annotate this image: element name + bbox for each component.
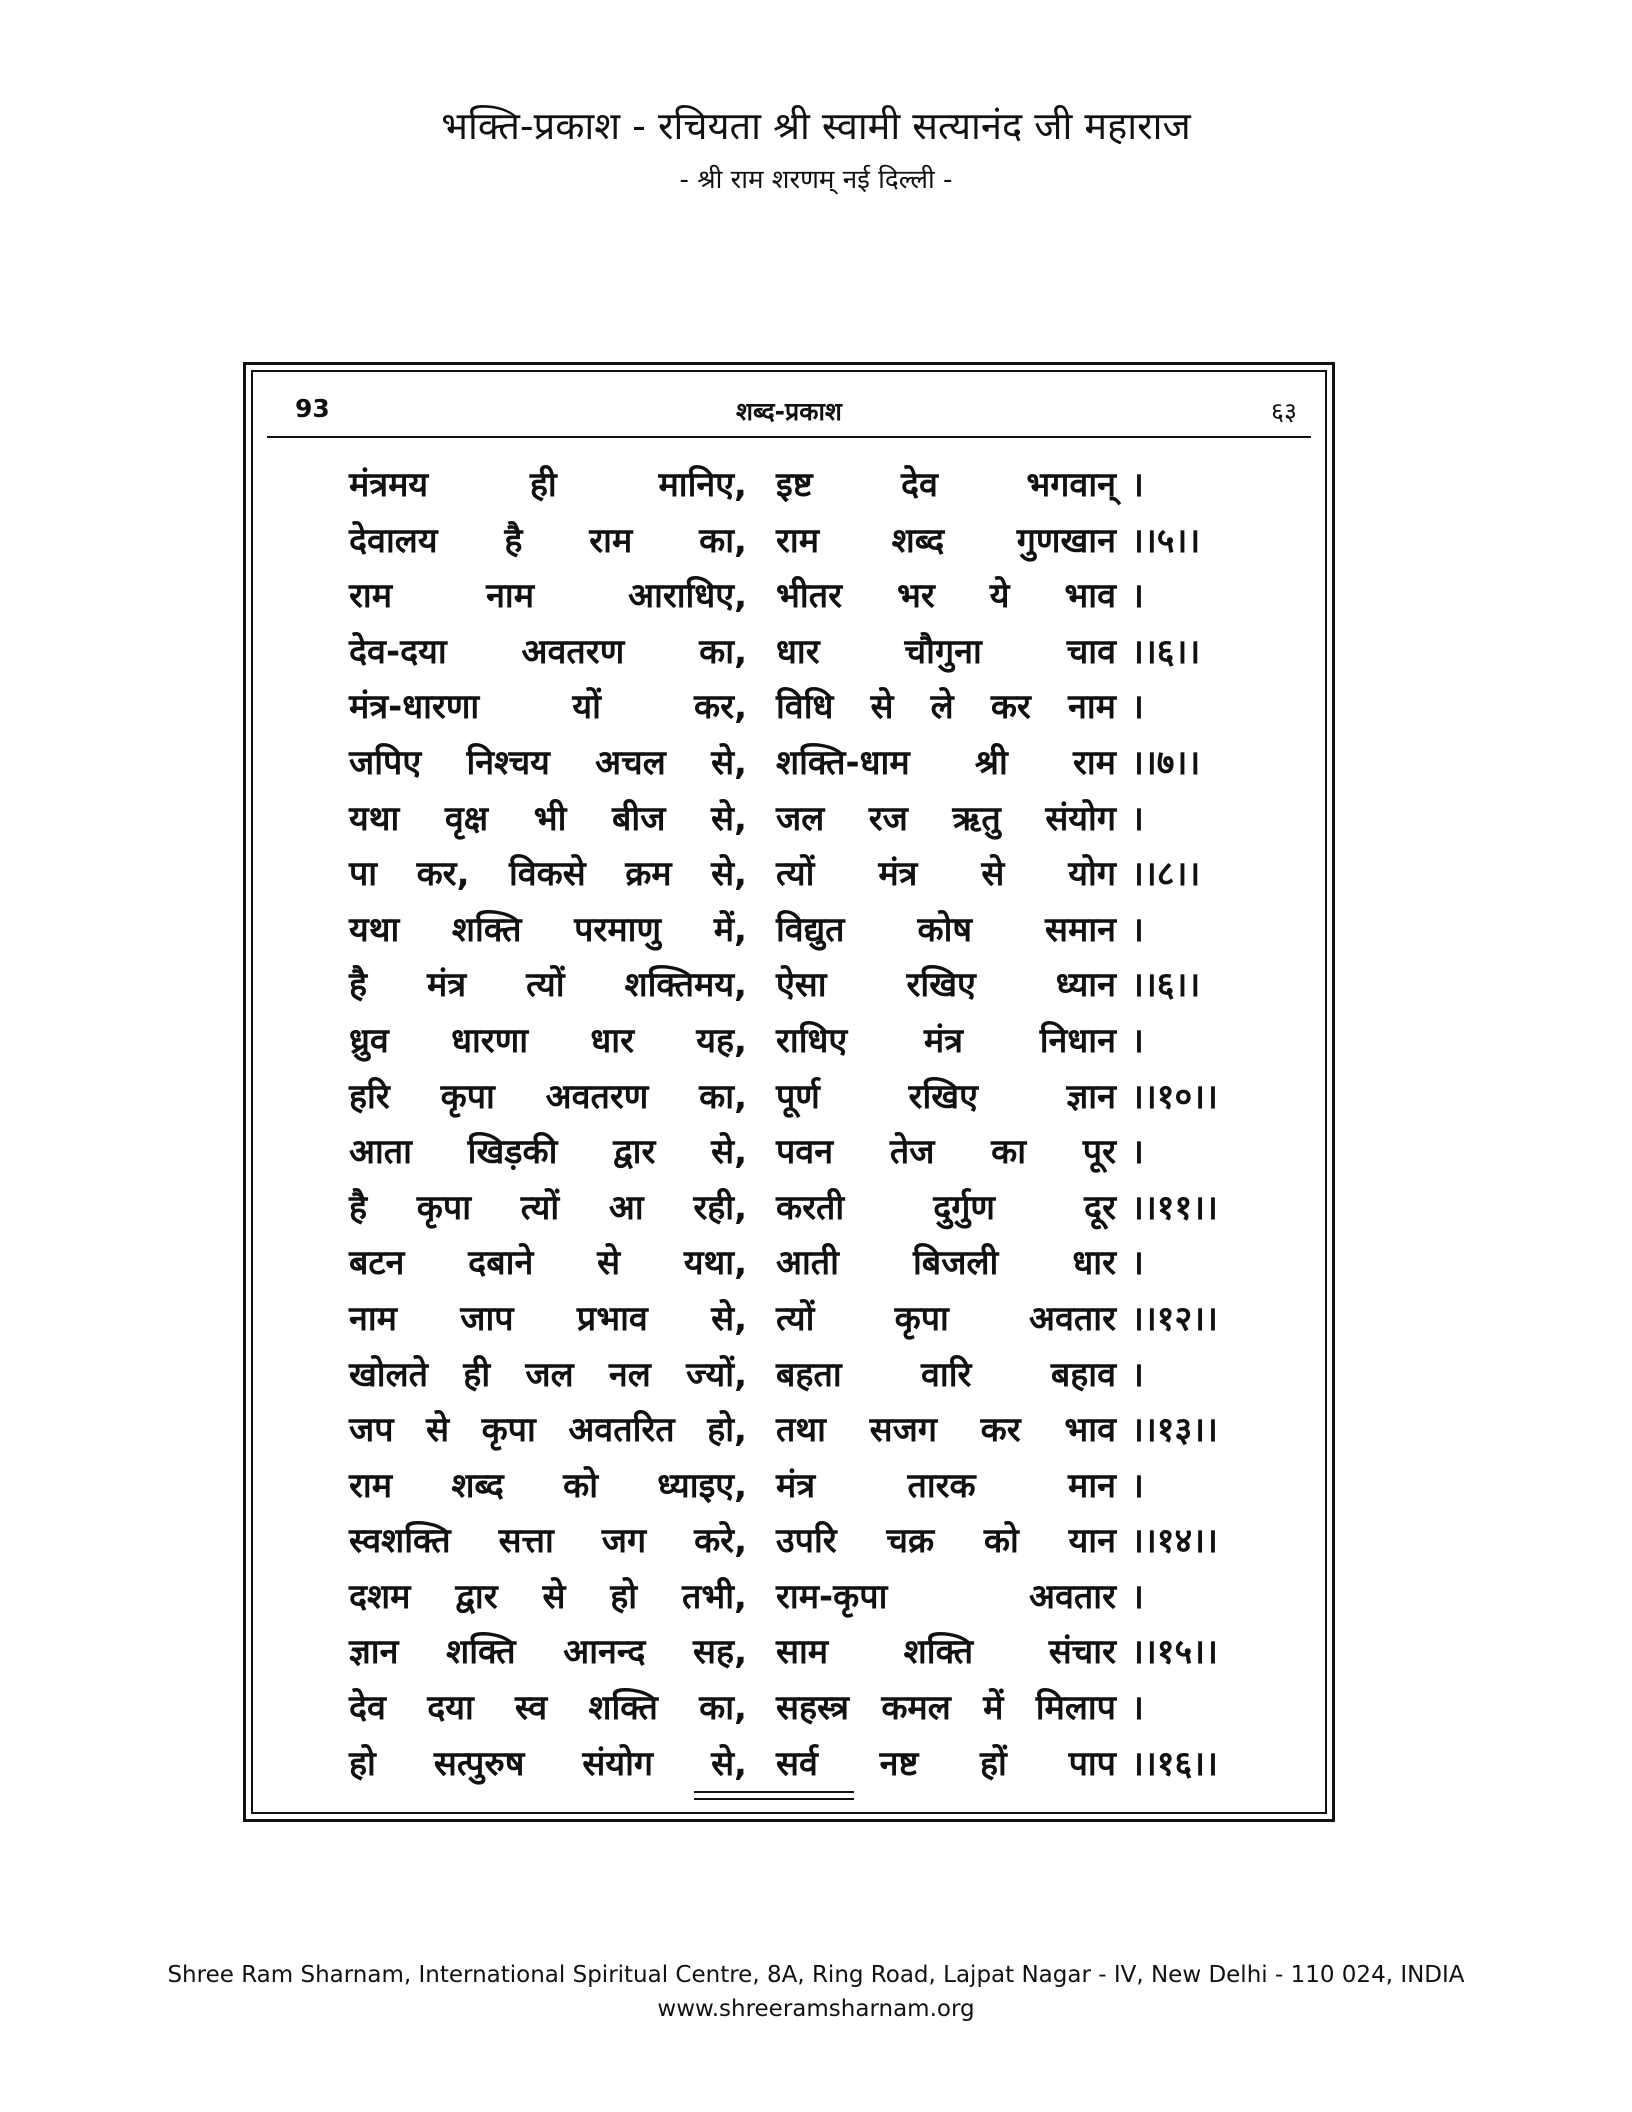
- verse-word: बीज: [612, 798, 666, 839]
- verse-word: चाव: [1066, 631, 1116, 672]
- page-frame: [243, 362, 1335, 1822]
- verse-word: से,: [711, 742, 747, 783]
- verse-word: निधान: [1039, 1020, 1116, 1061]
- verse-word: दुर्गुण: [933, 1187, 996, 1228]
- verse-half-b: [776, 1183, 1116, 1229]
- verse-word: सत्पुरुष: [433, 1743, 525, 1784]
- verse-word: यह,: [696, 1020, 747, 1061]
- verse-half-a: [349, 738, 747, 784]
- verse-half-b: [776, 460, 1116, 506]
- verse-line: [349, 1739, 1249, 1795]
- verse-end-mark: ।: [1131, 1243, 1144, 1284]
- verse-word: यान: [1068, 1521, 1116, 1562]
- verse-word: निश्चय: [466, 742, 550, 783]
- verse-word: शक्ति-धाम: [776, 742, 910, 783]
- verse-half-b: [776, 738, 1116, 784]
- verse-word: शक्ति: [451, 909, 522, 950]
- verse-half-b: [776, 794, 1116, 840]
- page-header: [267, 394, 1311, 434]
- verse-end-mark: ।।८।।: [1131, 854, 1201, 895]
- verse-word: हो,: [707, 1410, 747, 1451]
- verse-word: अवतार: [1029, 1298, 1116, 1339]
- verse-word: विद्युत: [776, 909, 845, 950]
- footer-address: Shree Ram Sharnam, International Spiritual Centre, 8A, Ring Road, Lajpat Nagar - IV, New Delhi - 110 024, INDIA: [167, 1962, 1465, 1988]
- verse-line: [349, 1683, 1249, 1739]
- verse-word: में: [983, 1688, 1004, 1729]
- verse-half-b: [776, 1516, 1116, 1562]
- verse-word: धार: [1072, 1243, 1116, 1284]
- chapter-title: शब्द-प्रकाश: [736, 397, 842, 426]
- verse-word: मान: [1067, 1465, 1116, 1506]
- verse-word: देव-दया: [349, 631, 447, 672]
- verse-word: रज: [868, 798, 908, 839]
- verse-half-b: [776, 1461, 1116, 1507]
- verse-half-a: [349, 960, 747, 1006]
- verse-word: मंत्र: [427, 965, 467, 1006]
- verse-end-mark: ।: [1131, 1576, 1144, 1617]
- verse-word: राम: [1072, 742, 1116, 783]
- verse-word: आता: [349, 1132, 412, 1173]
- verse-word: धार: [590, 1020, 634, 1061]
- verse-word: कृपा: [416, 1187, 472, 1228]
- verse-half-b: [776, 571, 1116, 617]
- verse-half-b: [776, 516, 1116, 562]
- verse-word: संचार: [1048, 1632, 1116, 1673]
- verse-word: समान: [1045, 909, 1116, 950]
- verse-word: संयोग: [1045, 798, 1116, 839]
- verse-half-b: [776, 1127, 1116, 1173]
- verse-half-a: [349, 682, 747, 728]
- verse-end-mark: ।: [1131, 1688, 1144, 1729]
- verse-line: [349, 1183, 1249, 1239]
- verse-word: ही: [529, 465, 557, 505]
- verse-word: यथा: [349, 909, 400, 950]
- verse-word: अचल: [595, 742, 666, 783]
- verse-half-b: [776, 1405, 1116, 1451]
- verse-end-mark: ।।११।।: [1131, 1187, 1218, 1228]
- verse-word: तभी,: [681, 1576, 747, 1617]
- verse-word: भगवान्: [1026, 465, 1116, 505]
- verse-word: मंत्र: [776, 1465, 816, 1506]
- verse-word: है: [504, 520, 523, 561]
- verse-word: खोलते: [349, 1354, 429, 1395]
- verse-line: [349, 905, 1249, 961]
- verse-word: नाम: [486, 576, 535, 617]
- verse-half-a: [349, 1238, 747, 1284]
- verse-line: [349, 1072, 1249, 1128]
- verse-line: [349, 738, 1249, 794]
- verse-word: से: [426, 1410, 450, 1451]
- verse-word: दबाने: [468, 1243, 534, 1284]
- verse-half-b: [776, 1627, 1116, 1673]
- verse-word: बटन: [349, 1243, 405, 1284]
- verse-word: ज्ञान: [349, 1632, 399, 1673]
- verse-word: त्यों: [776, 1298, 815, 1339]
- verse-word: यथा,: [683, 1243, 747, 1284]
- verse-word: सह,: [693, 1632, 747, 1673]
- verse-word: भर: [896, 576, 935, 617]
- verse-word: मानिए,: [658, 465, 747, 505]
- verse-word: अवतरण: [521, 631, 625, 672]
- verse-half-a: [349, 1572, 747, 1618]
- verse-half-b: [776, 1572, 1116, 1618]
- verse-half-a: [349, 1183, 747, 1229]
- verse-word: से,: [711, 1298, 747, 1339]
- verse-word: पूर: [1082, 1132, 1116, 1173]
- page-number-left: 93: [295, 394, 330, 423]
- verse-word: ध्याइए,: [657, 1465, 747, 1506]
- verse-word: में,: [713, 909, 747, 950]
- verse-word: श्री: [974, 742, 1008, 783]
- verse-word: ये: [989, 576, 1010, 617]
- verse-line: [349, 1461, 1249, 1517]
- verse-line: [349, 1405, 1249, 1461]
- verse-half-a: [349, 794, 747, 840]
- verse-half-a: [349, 1016, 747, 1062]
- verse-end-mark: ।।१५।।: [1131, 1632, 1218, 1673]
- verse-line: [349, 1572, 1249, 1628]
- verse-word: शक्ति: [446, 1632, 516, 1673]
- verse-line: [349, 516, 1249, 572]
- verse-line: [349, 1627, 1249, 1683]
- verse-word: चौगुना: [904, 631, 982, 672]
- verse-end-mark: ।।६।।: [1131, 631, 1201, 672]
- verse-line: [349, 571, 1249, 627]
- verse-line: [349, 682, 1249, 738]
- verse-end-mark: ।।५।।: [1131, 520, 1201, 561]
- verse-word: का,: [699, 631, 747, 672]
- verse-word: जग: [601, 1521, 647, 1562]
- verse-word: तेज: [889, 1132, 935, 1173]
- verse-word: से: [542, 1576, 566, 1617]
- verse-line: [349, 1294, 1249, 1350]
- verse-word: कोष: [917, 909, 973, 950]
- verse-word: यथा: [349, 798, 400, 839]
- verse-word: आती: [776, 1243, 839, 1284]
- verse-word: शब्द: [891, 520, 945, 561]
- verse-end-mark: ।।१०।।: [1131, 1076, 1218, 1117]
- verse-list: [349, 460, 1249, 1794]
- verse-word: योग: [1068, 854, 1116, 895]
- verse-word: नल: [608, 1354, 651, 1395]
- verse-word: कृपा: [440, 1076, 495, 1117]
- verse-word: है: [349, 1187, 368, 1228]
- verse-word: पूर्ण: [776, 1076, 820, 1117]
- verse-half-b: [776, 1016, 1116, 1062]
- verse-end-mark: ।: [1131, 798, 1144, 839]
- verse-word: द्वार: [613, 1132, 656, 1173]
- verse-word: धारणा: [451, 1020, 529, 1061]
- verse-half-b: [776, 1350, 1116, 1396]
- verse-word: क्रम: [625, 854, 672, 895]
- verse-word: का,: [699, 1688, 747, 1729]
- verse-end-mark: ।।१३।।: [1131, 1410, 1218, 1451]
- verse-word: अवतरित: [568, 1410, 675, 1451]
- header-rule: [267, 436, 1311, 438]
- verse-word: नाम: [349, 1298, 398, 1339]
- verse-word: दूर: [1084, 1187, 1116, 1228]
- verse-half-a: [349, 1405, 747, 1451]
- verse-word: राम: [776, 520, 820, 561]
- verse-word: ध्यान: [1055, 965, 1116, 1006]
- verse-end-mark: ।: [1131, 687, 1144, 728]
- verse-word: सर्व: [776, 1743, 818, 1784]
- verse-line: [349, 849, 1249, 905]
- page-frame-inner: [251, 370, 1327, 1814]
- verse-line: [349, 1016, 1249, 1072]
- verse-half-b: [776, 682, 1116, 728]
- verse-word: करे,: [694, 1521, 747, 1562]
- verse-word: द्वार: [455, 1576, 498, 1617]
- verse-half-a: [349, 1516, 747, 1562]
- verse-line: [349, 1127, 1249, 1183]
- verse-word: इष्ट: [776, 465, 813, 505]
- verse-word: शक्ति: [588, 1688, 658, 1729]
- verse-word: शक्तिमय,: [624, 965, 747, 1006]
- verse-end-mark: ।: [1131, 1020, 1144, 1061]
- verse-word: सहस्त्र: [776, 1688, 850, 1729]
- verse-half-b: [776, 1739, 1116, 1785]
- verse-line: [349, 1238, 1249, 1294]
- footer-website: www.shreeramsharnam.org: [657, 1996, 975, 2022]
- verse-word: खिड़की: [467, 1132, 558, 1173]
- verse-word: से,: [711, 1743, 747, 1784]
- verse-word: भी: [533, 798, 567, 839]
- verse-end-mark: ।।७।।: [1131, 742, 1201, 783]
- verse-word: तथा: [776, 1410, 826, 1451]
- verse-word: से,: [711, 798, 747, 839]
- verse-word: जाप: [460, 1298, 514, 1339]
- verse-word: का: [991, 1132, 1027, 1173]
- verse-word: का,: [699, 1076, 747, 1117]
- verse-half-b: [776, 1238, 1116, 1284]
- verse-word: से,: [711, 854, 747, 895]
- verse-word: स्व: [515, 1688, 548, 1729]
- verse-word: को: [983, 1521, 1019, 1562]
- verse-half-b: [776, 1683, 1116, 1729]
- verse-word: मंत्र-धारणा: [349, 687, 480, 728]
- verse-word: त्यों: [520, 1187, 560, 1228]
- verse-half-b: [776, 627, 1116, 673]
- verse-half-a: [349, 1739, 747, 1785]
- verse-half-a: [349, 1072, 747, 1118]
- verse-half-b: [776, 960, 1116, 1006]
- page-number-right: ६३: [1270, 397, 1297, 426]
- verse-word: पा: [349, 854, 378, 895]
- verse-end-mark: ।।१६।।: [1131, 1743, 1218, 1784]
- verse-word: ऋतु: [952, 798, 1001, 839]
- footer: [0, 1958, 1632, 2026]
- verse-half-a: [349, 1127, 747, 1173]
- verse-word: है: [349, 965, 368, 1006]
- verse-half-a: [349, 460, 747, 506]
- verse-half-b: [776, 1072, 1116, 1118]
- verse-word: विकसे: [508, 854, 586, 895]
- verse-word: साम: [776, 1632, 829, 1673]
- verse-word: पवन: [776, 1132, 834, 1173]
- verse-half-a: [349, 849, 747, 895]
- verse-end-mark: ।: [1131, 1465, 1144, 1506]
- verse-word: जपिए: [349, 742, 422, 783]
- verse-half-a: [349, 571, 747, 617]
- verse-word: राम: [589, 520, 633, 561]
- verse-word: मंत्र: [878, 854, 918, 895]
- verse-word: गुणखान: [1016, 520, 1116, 561]
- verse-word: से: [870, 687, 894, 728]
- verse-word: राम-कृपा: [776, 1576, 888, 1617]
- verse-word: वृक्ष: [444, 798, 489, 839]
- verse-word: राम: [349, 576, 393, 617]
- verse-word: रही,: [693, 1187, 747, 1228]
- verse-word: उपरि: [776, 1521, 837, 1562]
- verse-half-a: [349, 1627, 747, 1673]
- verse-word: देव: [349, 1688, 386, 1729]
- verse-word: राम: [349, 1465, 393, 1506]
- verse-word: विधि: [776, 687, 834, 728]
- verse-word: कृपा: [894, 1298, 949, 1339]
- verse-word: आ: [608, 1187, 644, 1228]
- verse-half-a: [349, 1683, 747, 1729]
- verse-word: आराधिए,: [628, 576, 747, 617]
- verse-half-a: [349, 627, 747, 673]
- verse-word: कर: [990, 687, 1031, 728]
- document-title: भक्ति-प्रकाश - रचियता श्री स्वामी सत्यानंद जी महाराज: [441, 104, 1191, 148]
- verse-line: [349, 460, 1249, 516]
- verse-word: भाव: [1064, 576, 1116, 617]
- verse-word: ज्यों,: [686, 1354, 747, 1395]
- verse-half-b: [776, 849, 1116, 895]
- verse-half-b: [776, 1294, 1116, 1340]
- verse-word: भाव: [1064, 1410, 1116, 1451]
- verse-word: सत्ता: [498, 1521, 554, 1562]
- verse-word: यों: [572, 687, 601, 728]
- verse-word: देव: [900, 465, 938, 505]
- verse-word: कर,: [694, 687, 747, 728]
- verse-word: धार: [776, 631, 820, 672]
- verse-half-a: [349, 1294, 747, 1340]
- verse-word: हरि: [349, 1076, 390, 1117]
- verse-word: बहाव: [1050, 1354, 1116, 1395]
- verse-end-mark: ।: [1131, 465, 1144, 505]
- verse-word: जल: [525, 1354, 574, 1395]
- verse-word: आनन्द: [563, 1632, 646, 1673]
- verse-word: राधिए: [776, 1020, 848, 1061]
- verse-word: मंत्र: [923, 1020, 964, 1061]
- verse-word: करती: [776, 1187, 845, 1228]
- verse-word: चक्र: [886, 1521, 935, 1562]
- verse-word: का,: [699, 520, 747, 561]
- verse-word: भीतर: [776, 576, 842, 617]
- verse-half-a: [349, 1461, 747, 1507]
- verse-end-mark: ।।६।।: [1131, 965, 1201, 1006]
- verse-word: तारक: [907, 1465, 976, 1506]
- verse-word: प्रभाव: [576, 1298, 648, 1339]
- verse-word: हों: [980, 1743, 1007, 1784]
- verse-line: [349, 960, 1249, 1016]
- verse-word: नष्ट: [879, 1743, 919, 1784]
- verse-word: अवतरण: [545, 1076, 649, 1117]
- verse-word: बहता: [776, 1354, 842, 1395]
- verse-word: रखिए: [908, 1076, 978, 1117]
- verse-word: ऐसा: [776, 965, 827, 1006]
- verse-word: से,: [711, 1132, 747, 1173]
- verse-word: ध्रुव: [349, 1020, 389, 1061]
- verse-word: ज्ञान: [1066, 1076, 1116, 1117]
- verse-word: ही: [463, 1354, 491, 1395]
- verse-end-mark: ।: [1131, 1132, 1144, 1173]
- verse-word: कमल: [881, 1688, 951, 1729]
- verse-word: कृपा: [481, 1410, 536, 1451]
- verse-word: बिजली: [913, 1243, 999, 1284]
- verse-word: कर: [980, 1410, 1021, 1451]
- verse-line: [349, 627, 1249, 683]
- verse-word: हो: [349, 1743, 376, 1784]
- verse-word: को: [563, 1465, 598, 1506]
- verse-end-mark: ।।१४।।: [1131, 1521, 1218, 1562]
- verse-word: देवालय: [349, 520, 438, 561]
- verse-word: सजग: [869, 1410, 937, 1451]
- verse-end-mark: ।: [1131, 909, 1144, 950]
- verse-word: त्यों: [526, 965, 565, 1006]
- verse-word: दशम: [349, 1576, 411, 1617]
- verse-word: ले: [930, 687, 954, 728]
- verse-half-a: [349, 905, 747, 951]
- verse-line: [349, 1350, 1249, 1406]
- verse-word: मंत्रमय: [349, 465, 429, 505]
- verse-word: परमाणु: [574, 909, 662, 950]
- verse-end-mark: ।: [1131, 1354, 1144, 1395]
- verse-line: [349, 1516, 1249, 1572]
- verse-half-b: [776, 905, 1116, 951]
- verse-end-mark: ।: [1131, 576, 1144, 617]
- verse-word: दया: [427, 1688, 474, 1729]
- document-subtitle: - श्री राम शरणम् नई दिल्ली -: [679, 165, 953, 195]
- end-rule: [694, 1791, 854, 1800]
- verse-word: रखिए: [906, 965, 976, 1006]
- verse-word: त्यों: [776, 854, 815, 895]
- verse-half-a: [349, 1350, 747, 1396]
- verse-line: [349, 794, 1249, 850]
- verse-word: से: [597, 1243, 621, 1284]
- verse-word: हो: [610, 1576, 638, 1617]
- verse-word: नाम: [1067, 687, 1116, 728]
- verse-word: से: [981, 854, 1005, 895]
- verse-word: शब्द: [451, 1465, 504, 1506]
- verse-word: स्वशक्ति: [349, 1521, 451, 1562]
- verse-word: मिलाप: [1035, 1688, 1116, 1729]
- verse-word: जल: [776, 798, 825, 839]
- verse-half-a: [349, 516, 747, 562]
- verse-word: शक्ति: [903, 1632, 974, 1673]
- verse-word: वारि: [921, 1354, 972, 1395]
- verse-word: अवतार: [1029, 1576, 1116, 1617]
- verse-word: संयोग: [582, 1743, 654, 1784]
- verse-end-mark: ।।१२।।: [1131, 1298, 1218, 1339]
- verse-word: पाप: [1068, 1743, 1116, 1784]
- verse-word: जप: [349, 1410, 394, 1451]
- verse-word: कर,: [416, 854, 470, 895]
